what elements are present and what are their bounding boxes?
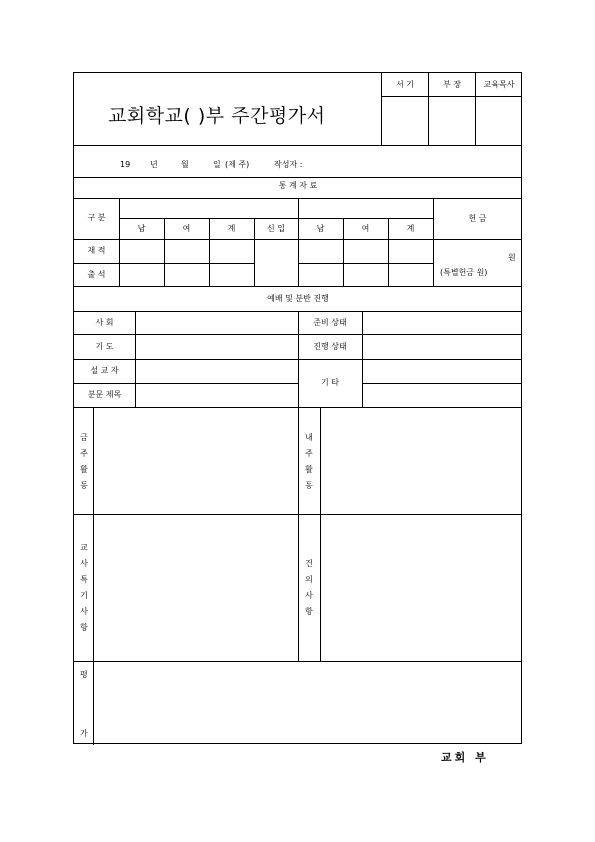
stats-col-female: 여 [182, 224, 191, 233]
evaluation-label-bottom: 가 [80, 729, 88, 738]
stats-category: 구 분 [87, 213, 106, 222]
stats-col-male-2: 남 [316, 224, 325, 233]
worship-preacher: 설 교 자 [90, 366, 119, 375]
date-week: (제 주) [225, 160, 250, 169]
worship-host: 사 회 [95, 318, 114, 327]
date-year-suffix: 년 [150, 160, 158, 169]
evaluation-label-top: 평 [80, 670, 88, 679]
writer-label: 작성자 : [274, 160, 303, 169]
stats-row-attendance: 출 석 [87, 270, 106, 279]
form-title: 교회학교( )부 주간평가서 [108, 105, 326, 127]
approval-manager: 부 장 [443, 80, 461, 89]
date-year: 19 [120, 160, 131, 169]
date-month: 월 [181, 160, 189, 169]
offering-label: 헌 금 [468, 214, 487, 223]
stats-col-male: 남 [137, 224, 146, 233]
stats-col-total-2: 계 [406, 224, 415, 233]
offering-won: 원 [508, 253, 516, 262]
next-week-activities-label: 내주활동 [305, 433, 313, 490]
this-week-activities-label: 금주활동 [80, 433, 88, 490]
worship-other: 기 타 [321, 378, 339, 387]
worship-preparation: 준비 상태 [313, 318, 347, 327]
stats-col-female-2: 여 [361, 224, 370, 233]
worship-progress: 진행 상태 [313, 342, 347, 351]
stats-row-enrolled: 재 적 [87, 246, 106, 255]
worship-prayer: 기 도 [95, 342, 114, 351]
worship-text-title: 분문 제목 [87, 390, 122, 399]
approval-pastor: 교육목사 [483, 80, 515, 89]
teacher-notes-label: 교사특기사항 [80, 543, 88, 632]
evaluation-form [73, 72, 522, 744]
stats-col-total: 계 [227, 224, 236, 233]
footer-church-dept: 교회 부 [441, 751, 489, 764]
stats-title: 통 계 자 료 [278, 181, 318, 190]
approval-secretary: 서 기 [396, 80, 414, 89]
date-day: 일 [213, 160, 221, 169]
stats-col-new: 신 입 [267, 224, 285, 233]
special-offering: (특별헌금 원) [440, 268, 488, 277]
suggestions-label: 건의사항 [305, 559, 313, 616]
worship-title: 예배 및 분반 진행 [267, 294, 329, 303]
